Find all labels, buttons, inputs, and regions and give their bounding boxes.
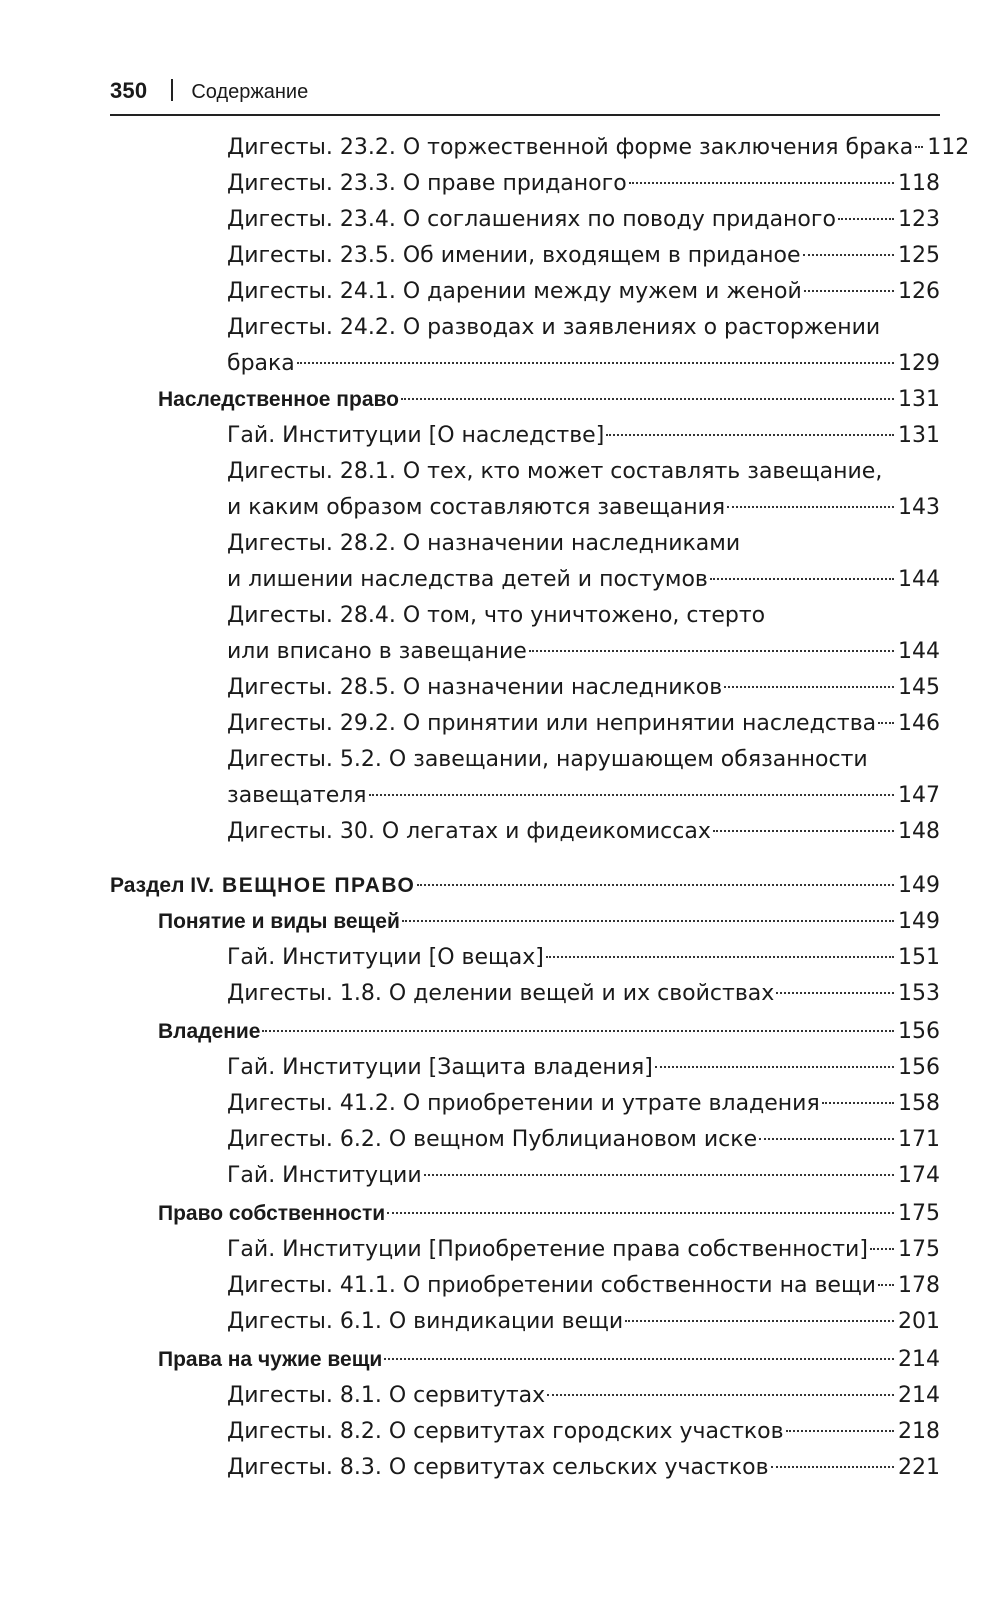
toc-page-number: 156 [898,1055,940,1080]
toc-section-heading [158,382,940,418]
toc-entry [227,274,940,310]
toc-entry [227,1086,940,1122]
toc-page-number: 123 [898,207,940,232]
toc-page-number: 156 [898,1019,940,1044]
toc-section-heading [158,904,940,940]
toc-entry [227,1050,940,1086]
toc-heading-title: Право собственности [158,1202,386,1225]
running-header [110,76,940,112]
toc-entry-title-cont: и каким образом составляются завещания [227,495,726,520]
toc-page-number: 118 [898,171,940,196]
dot-leader [655,1066,894,1068]
toc-entry-title: Дигесты. 23.3. О праве приданого [227,171,627,196]
toc-page-number: 144 [898,639,940,664]
toc-page-number: 201 [898,1309,940,1334]
toc-entry-title: Гай. Институции [227,1163,422,1188]
dot-leader [710,578,894,580]
toc-page-number: 214 [898,1347,940,1372]
toc-heading-title: Наследственное право [158,388,399,411]
toc-entry-title: Гай. Институции [Защита владения] [227,1055,653,1080]
toc-entry-title: Дигесты. 28.1. О тех, кто может составлять завещание, [227,459,883,484]
toc-entry-title: Дигесты. 5.2. О завещании, нарушающем обязанности [227,747,868,772]
toc-entry-title: Дигесты. 30. О легатах и фидеикомиссах [227,819,711,844]
toc-page-number: 126 [898,279,940,304]
toc-page-number: 151 [898,945,940,970]
dot-leader [878,1284,894,1286]
toc-entry-title-cont: и лишении наследства детей и постумов [227,567,708,592]
toc-page-number: 112 [927,135,970,160]
dot-leader [786,1430,894,1432]
toc-entry-title: Дигесты. 6.1. О виндикации вещи [227,1309,624,1334]
toc-page-number: 148 [898,819,940,844]
dot-leader [838,218,894,220]
toc-entry [227,418,940,454]
toc-entry [227,238,940,274]
toc-page-number: 149 [898,873,940,898]
toc-entry [227,670,940,706]
toc-entry [227,1268,940,1304]
toc-entry-title: Дигесты. 24.1. О дарении между мужем и женой [227,279,802,304]
dot-leader [297,362,894,364]
dot-leader [629,182,894,184]
toc-page-number: 158 [898,1091,940,1116]
toc-entry [227,940,940,976]
toc-entry-title: Дигесты. 41.1. О приобретении собственности на вещи [227,1273,876,1298]
dot-leader [417,884,894,886]
toc-page-number: 146 [898,711,940,736]
toc-heading-title: Понятие и виды вещей [158,910,400,933]
dot-leader [606,434,894,436]
toc-entry-title: Дигесты. 28.5. О назначении наследников [227,675,723,700]
toc-part-prefix: Раздел IV. [110,874,215,897]
toc-entry-title: Гай. Институции [Приобретение права собственности] [227,1237,868,1262]
toc-page-number: 144 [898,567,940,592]
running-title: Содержание [191,81,309,103]
toc-entry [227,814,940,850]
toc-part-title: ВЕЩНОЕ ПРАВО [222,874,416,897]
toc-page-number: 174 [898,1163,940,1188]
toc-entry [227,1450,940,1486]
toc-entry-title: Дигесты. 24.2. О разводах и заявлениях о расторжении [227,315,881,340]
toc-entry [227,1414,940,1450]
toc-section-heading [158,1342,940,1378]
toc-entry-title: Дигесты. 28.2. О назначении наследниками [227,531,741,556]
toc-entry [227,1122,940,1158]
toc-entry [227,526,940,598]
toc-entry [227,454,940,526]
toc-page-number: 153 [898,981,940,1006]
toc-entry-title: Дигесты. 28.4. О том, что уничтожено, стерто [227,603,766,628]
toc-entry-title-cont: завещателя [227,783,367,808]
dot-leader [776,992,894,994]
toc-entry-title: Дигесты. 8.3. О сервитутах сельских участков [227,1455,769,1480]
toc-section-heading [158,1196,940,1232]
toc-entry-title: Дигесты. 23.4. О соглашениях по поводу приданого [227,207,836,232]
toc-entry-title: Дигесты. 23.5. Об имении, входящем в приданое [227,243,801,268]
dot-leader [369,794,894,796]
toc-entry [227,706,940,742]
toc-entry-title: Дигесты. 6.2. О вещном Публициановом иске [227,1127,758,1152]
toc-part-heading [110,868,940,904]
dot-leader [724,686,894,688]
dot-leader [625,1320,894,1322]
toc-entry [227,310,940,382]
toc-heading-title: Владение [158,1020,261,1043]
toc-entry-title: Дигесты. 1.8. О делении вещей и их свойствах [227,981,775,1006]
header-rule [110,114,940,116]
toc-page-number: 178 [898,1273,940,1298]
dot-leader [262,1030,894,1032]
toc-entry [227,130,970,166]
toc-entry-title: Дигесты. 8.1. О сервитутах [227,1383,546,1408]
dot-leader [915,146,923,148]
toc-entry [227,1378,940,1414]
dot-leader [804,290,894,292]
dot-leader [402,920,894,922]
dot-leader [803,254,894,256]
toc-section-heading [158,1014,940,1050]
toc-page-number: 149 [898,909,940,934]
dot-leader [384,1358,894,1360]
dot-leader [759,1138,894,1140]
toc-page-number: 214 [898,1383,940,1408]
page-number: 350 [110,78,148,103]
toc-page-number: 221 [898,1455,940,1480]
toc-entry-title-cont: брака [227,351,295,376]
toc-entry-title: Дигесты. 41.2. О приобретении и утрате владения [227,1091,820,1116]
toc-entry [227,1232,940,1268]
toc-page-number: 147 [898,783,940,808]
dot-leader [424,1174,894,1176]
toc-entry-title: Дигесты. 29.2. О принятии или непринятии наследства [227,711,877,736]
toc-entry [227,1304,940,1340]
toc-entry-title: Дигесты. 8.2. О сервитутах городских участков [227,1419,784,1444]
dot-leader [547,1394,894,1396]
header-separator [171,79,173,101]
dot-leader [529,650,894,652]
toc-page-number: 125 [898,243,940,268]
toc-entry [227,598,940,670]
toc-page-number: 131 [898,387,940,412]
toc-entry [227,202,940,238]
toc-entry-title: Дигесты. 23.2. О торжественной форме заключения брака [227,135,914,160]
dot-leader [713,830,894,832]
toc-page-number: 145 [898,675,940,700]
dot-leader [870,1248,894,1250]
toc-entry-title: Гай. Институции [О вещах] [227,945,544,970]
toc-entry [227,742,940,814]
toc-entry-title: Гай. Институции [О наследстве] [227,423,605,448]
dot-leader [822,1102,894,1104]
dot-leader [401,398,894,400]
toc-entry [227,1158,940,1194]
dot-leader [546,956,894,958]
dot-leader [878,722,894,724]
toc-page-number: 131 [898,423,940,448]
dot-leader [771,1466,894,1468]
toc-heading-title: Права на чужие вещи [158,1348,383,1371]
toc-page-number: 175 [898,1201,940,1226]
toc-page-number: 218 [898,1419,940,1444]
toc-entry [227,976,940,1012]
toc-entry-title-cont: или вписано в завещание [227,639,527,664]
toc-entry [227,166,940,202]
toc-page-number: 175 [898,1237,940,1262]
toc-page-number: 171 [898,1127,940,1152]
dot-leader [727,506,894,508]
toc-page-number: 129 [898,351,940,376]
dot-leader [387,1212,894,1214]
toc-page-number: 143 [898,495,940,520]
